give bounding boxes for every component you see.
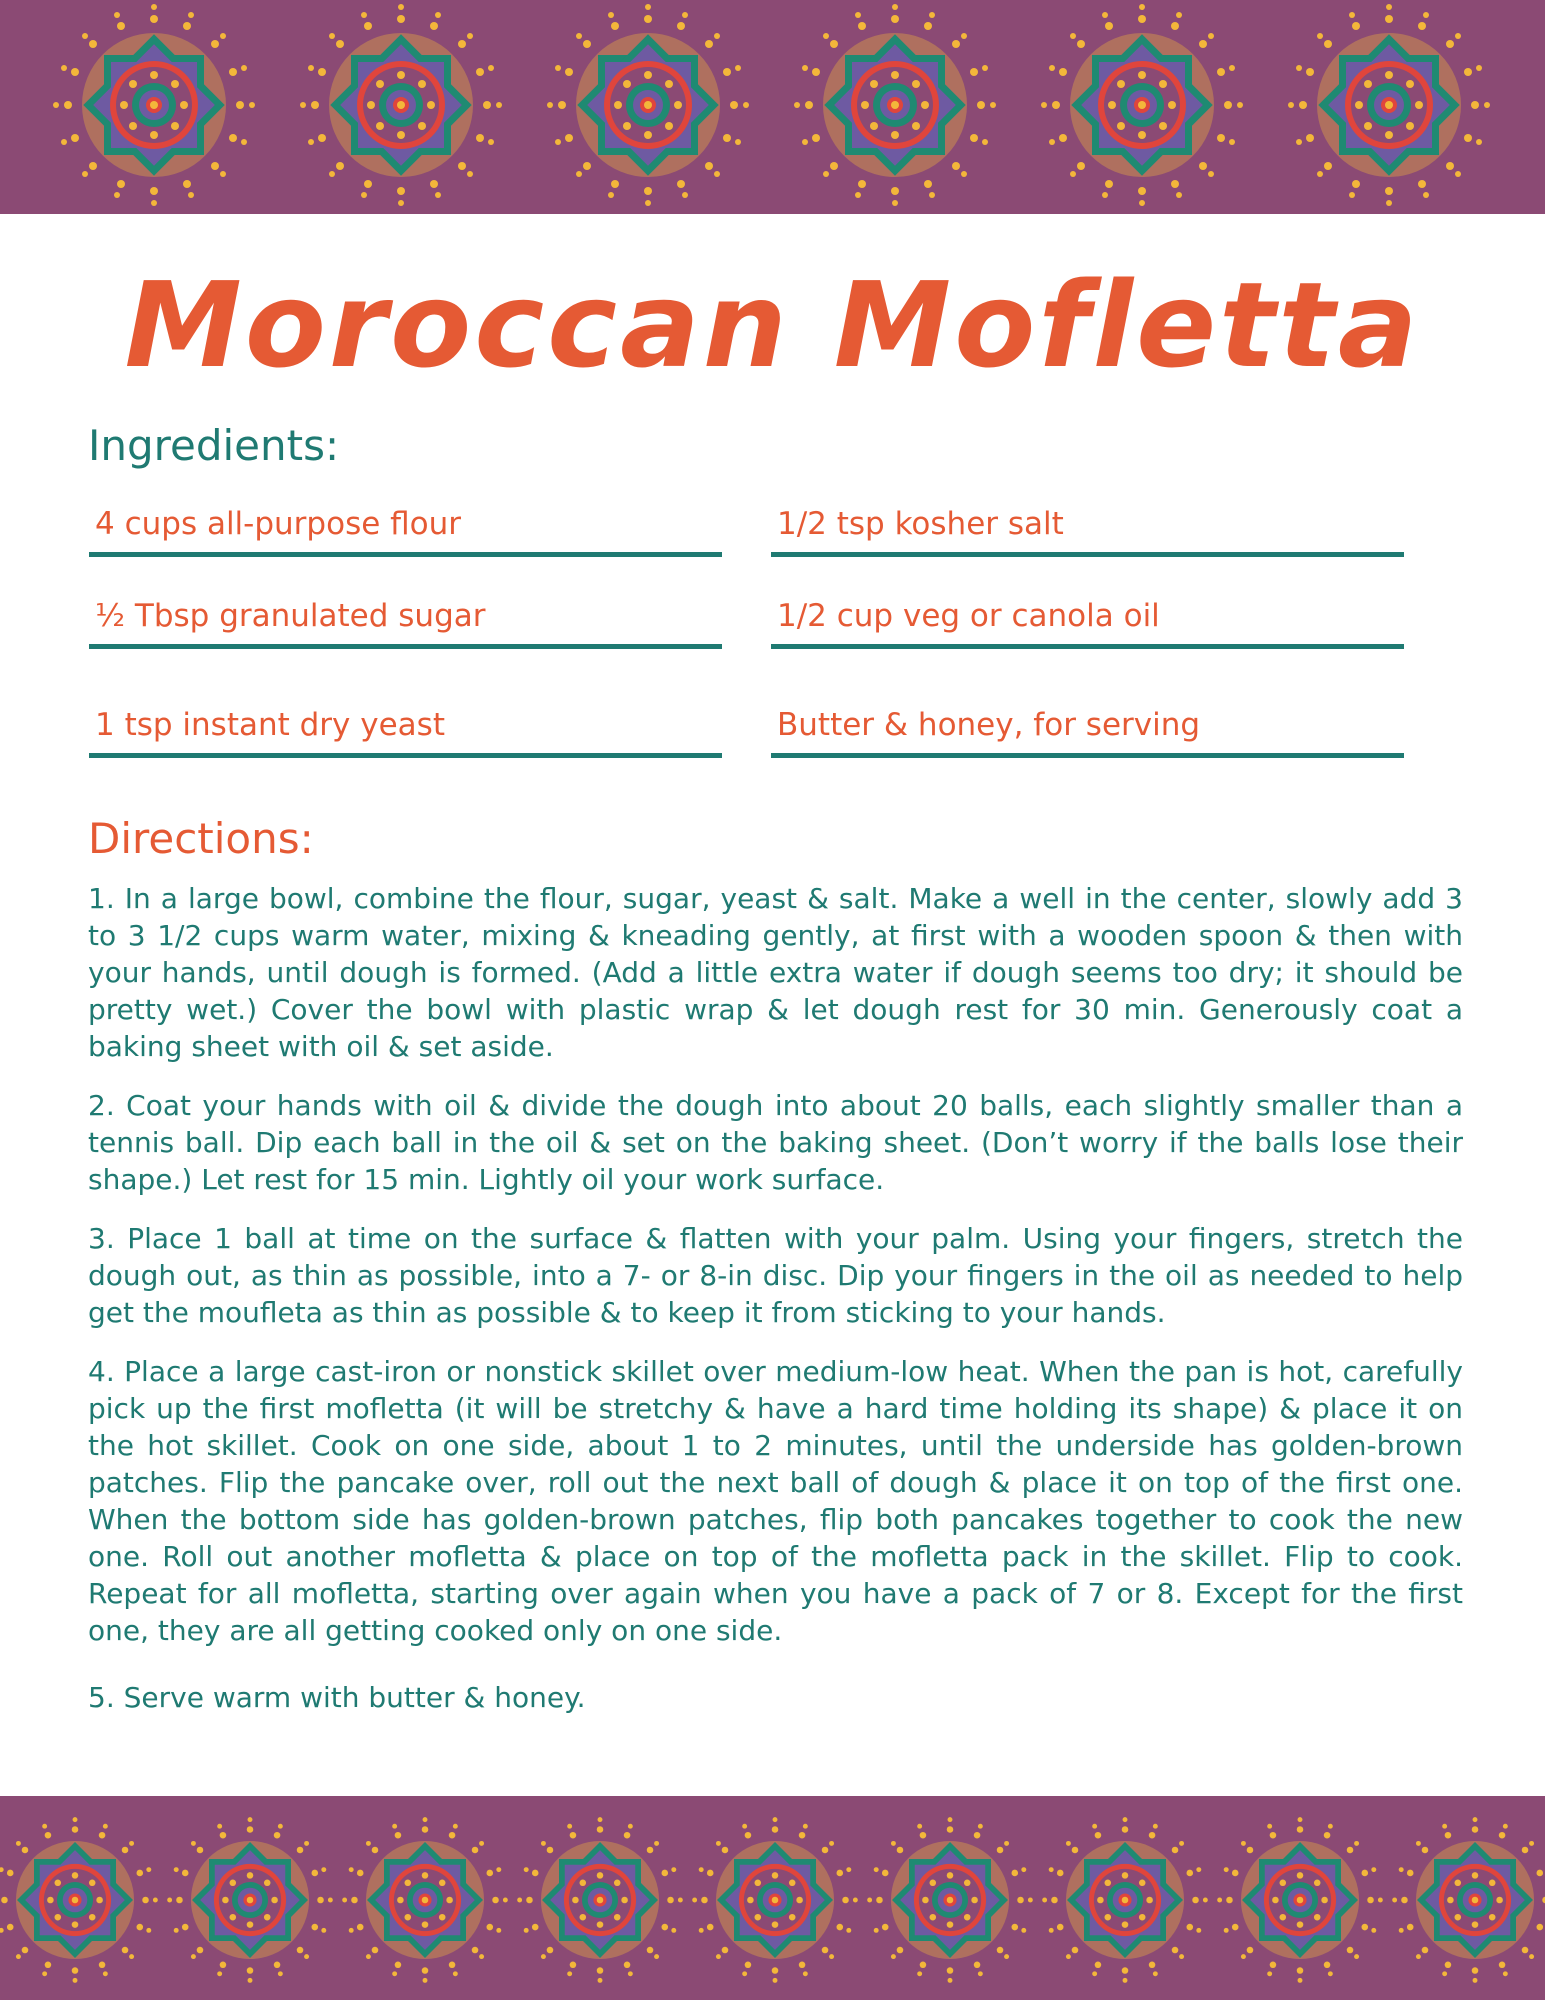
direction-step: 3. Place 1 ball at time on the surface & flatten with your palm. Using your fingers, stretch the dough out, as thin as possible, into a 7- or 8-in disc. Dip your fingers in the oil as needed to help get the moufleta as thin as possible & to keep it from sticking to your hands. bbox=[88, 1222, 1463, 1329]
ingredient-item bbox=[771, 705, 1404, 758]
ingredient-text: 1/2 tsp kosher salt bbox=[777, 506, 1064, 542]
direction-step: 4. Place a large cast-iron or nonstick skillet over medium-low heat. When the pan is hot, carefully pick up the first mofletta (it will be stretchy & have a hard time holding its shape) & place it on the hot skillet. Cook on one side, about 1 to 2 minutes, until the underside has golden-brown patches. Flip the pancake over, roll out the next ball of dough & place it on top of the first one. When the bottom side has golden-brown patches, flip both pancakes together to cook the new one. Roll out another mofletta & place on top of the mofletta pack in the skillet. Flip to cook. Repeat for all mofletta, starting over again when you have a pack of 7 or 8. Except for the first one, they are all getting cooked only on one side. bbox=[88, 1355, 1463, 1647]
ingredient-item bbox=[89, 705, 722, 758]
top-decorative-band bbox=[0, 0, 1545, 214]
direction-step: 5. Serve warm with butter & honey. bbox=[88, 1681, 586, 1714]
ingredient-text: 1 tsp instant dry yeast bbox=[95, 707, 445, 743]
ingredient-text: 4 cups all-purpose flour bbox=[95, 506, 462, 542]
ingredient-item bbox=[771, 504, 1404, 557]
ingredients-heading: Ingredients: bbox=[88, 421, 340, 470]
ingredient-text: Butter & honey, for serving bbox=[777, 707, 1201, 743]
direction-step: 1. In a large bowl, combine the flour, sugar, yeast & salt. Make a well in the center, slowly add 3 to 3 1/2 cups warm water, mixing & kneading gently, at first with a wooden spoon & then with your hands, until dough is formed. (Add a little extra water if dough seems too dry; it should be pretty wet.) Cover the bowl with plastic wrap & let dough rest for 30 min. Generously coat a baking sheet with oil & set aside. bbox=[88, 882, 1463, 1063]
ingredient-item bbox=[771, 596, 1404, 649]
direction-step: 2. Coat your hands with oil & divide the dough into about 20 balls, each slightly smaller than a tennis ball. Dip each ball in the oil & set on the baking sheet. (Don’t worry if the balls lose their shape.) Let rest for 15 min. Lightly oil your work surface. bbox=[88, 1089, 1463, 1196]
recipe-title: Moroccan Mofletta bbox=[124, 256, 1421, 394]
mandala-pattern-top bbox=[0, 0, 1545, 214]
directions-list bbox=[88, 880, 1463, 1738]
bottom-decorative-band bbox=[0, 1796, 1545, 2000]
ingredient-text: ½ Tbsp granulated sugar bbox=[95, 598, 486, 634]
ingredient-text: 1/2 cup veg or canola oil bbox=[777, 598, 1160, 634]
ingredient-item bbox=[89, 504, 722, 557]
ingredient-item bbox=[89, 596, 722, 649]
directions-heading: Directions: bbox=[88, 814, 314, 863]
mandala-pattern-bottom bbox=[0, 1796, 1545, 2000]
